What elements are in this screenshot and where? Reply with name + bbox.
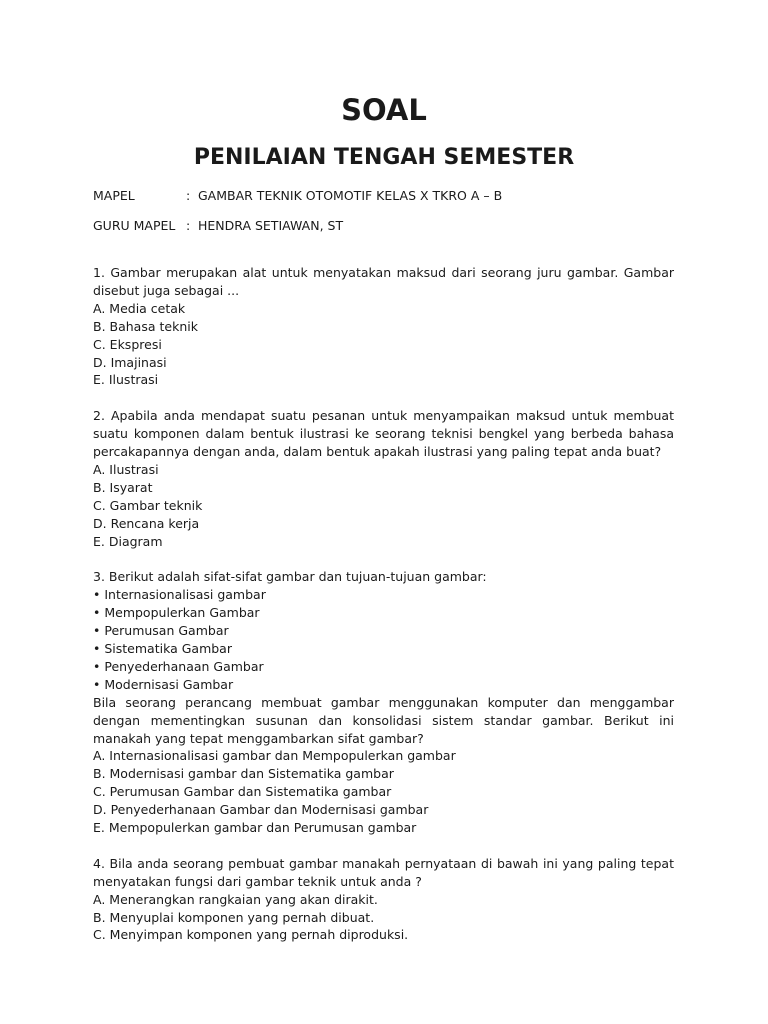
question-stem-continued: Bila seorang perancang membuat gambar menggunakan komputer dan menggambar dengan mementingkan susunan dan konsolidasi sistem standar gambar. Berikut ini manakah yang tepat menggambarkan sifat gambar? — [93, 694, 674, 746]
mapel-value: GAMBAR TEKNIK OTOMOTIF KELAS X TKRO A – B — [198, 188, 503, 203]
question-list — [93, 264, 674, 962]
guru-value: HENDRA SETIAWAN, ST — [198, 218, 344, 233]
answer-option: B. Isyarat — [93, 479, 153, 495]
answer-option: E. Mempopulerkan gambar dan Perumusan gambar — [93, 820, 417, 836]
answer-option: B. Bahasa teknik — [93, 318, 198, 334]
answer-option: A. Menerangkan rangkaian yang akan dirakit. — [93, 891, 378, 907]
question-2 — [93, 407, 674, 550]
answer-option: C. Ekspresi — [93, 336, 162, 352]
bullet-item: • Sistematika Gambar — [93, 641, 232, 656]
bullet-item: • Modernisasi Gambar — [93, 676, 234, 692]
answer-option: E. Diagram — [93, 533, 163, 549]
answer-option: D. Imajinasi — [93, 354, 167, 370]
answer-option: B. Modernisasi gambar dan Sistematika gambar — [93, 766, 394, 782]
answer-option: C. Gambar teknik — [93, 497, 203, 513]
bullet-item: • Penyederhanaan Gambar — [93, 658, 264, 674]
guru-colon: : — [186, 218, 191, 233]
answer-option: A. Internasionalisasi gambar dan Mempopulerkan gambar — [93, 748, 456, 764]
mapel-row — [93, 188, 502, 204]
bullet-item: • Mempopulerkan Gambar — [93, 605, 260, 621]
bullet-item: • Internasionalisasi gambar — [93, 587, 266, 603]
mapel-colon: : — [186, 188, 191, 203]
answer-option: D. Rencana kerja — [93, 515, 200, 531]
bullet-item: • Perumusan Gambar — [93, 623, 229, 639]
document-title: SOAL — [341, 93, 427, 127]
question-stem: 2. Apabila anda mendapat suatu pesanan untuk menyampaikan maksud untuk membuat suatu komponen dalam bentuk ilustrasi ke seorang teknisi bengkel yang berbeda bahasa percakapannya dengan anda, dalam bentuk apakah ilustrasi yang paling tepat anda buat? — [93, 408, 674, 460]
document-subtitle: PENILAIAN TENGAH SEMESTER — [193, 145, 575, 170]
question-1 — [93, 264, 674, 389]
answer-option: C. Menyimpan komponen yang pernah diproduksi. — [93, 927, 409, 943]
question-stem: 4. Bila anda seorang pembuat gambar manakah pernyataan di bawah ini yang paling tepat menyatakan fungsi dari gambar teknik untuk anda ? — [93, 855, 674, 889]
answer-option: A. Ilustrasi — [93, 461, 159, 477]
guru-label: GURU MAPEL — [93, 218, 176, 233]
question-3 — [93, 568, 674, 837]
question-4 — [93, 855, 674, 945]
mapel-label: MAPEL — [93, 188, 135, 203]
answer-option: A. Media cetak — [93, 300, 186, 316]
answer-option: D. Penyederhanaan Gambar dan Modernisasi gambar — [93, 802, 429, 818]
answer-option: C. Perumusan Gambar dan Sistematika gambar — [93, 784, 392, 800]
question-stem: 1. Gambar merupakan alat untuk menyatakan maksud dari seorang juru gambar. Gambar disebut juga sebagai ... — [93, 265, 674, 298]
guru-row — [93, 218, 343, 234]
question-stem: 3. Berikut adalah sifat-sifat gambar dan tujuan-tujuan gambar: — [93, 569, 487, 585]
answer-option: B. Menyuplai komponen yang pernah dibuat. — [93, 909, 375, 925]
answer-option: E. Ilustrasi — [93, 372, 159, 388]
